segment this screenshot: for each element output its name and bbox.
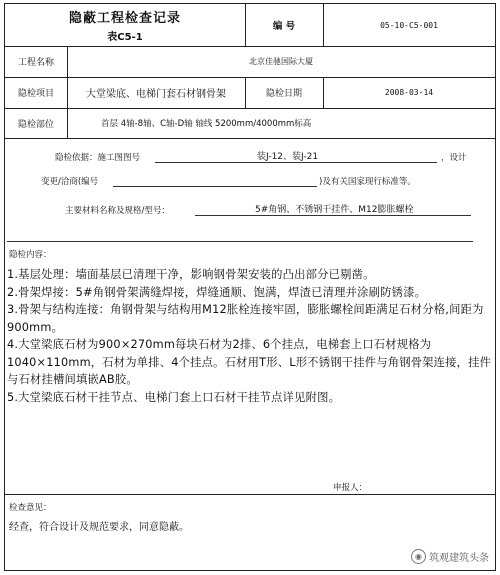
material-prefix: 主要材料名称及规格/型号： bbox=[65, 206, 170, 216]
form-title: 隐蔽工程检查记录 bbox=[68, 10, 181, 26]
item-value: 大堂梁底、电梯门套石材钢骨架 bbox=[86, 89, 226, 100]
form-code: 表C5-1 bbox=[107, 31, 143, 43]
basis-drawing-value: 装J-12、装J-21 bbox=[257, 152, 319, 162]
basis-drawing-prefix: 隐检依据：施工图图号 bbox=[55, 153, 141, 163]
item-label: 隐检项目 bbox=[17, 89, 54, 99]
watermark bbox=[411, 549, 489, 564]
basis-change-prefix: 变更/洽商(编号 bbox=[41, 177, 99, 187]
content-label: 隐检内容： bbox=[9, 250, 52, 260]
reporter-label: 申报人： bbox=[333, 483, 368, 493]
project-name-value: 北京佳驰国际大厦 bbox=[249, 57, 313, 66]
blank-underline bbox=[7, 241, 473, 242]
date-label: 隐检日期 bbox=[265, 89, 302, 99]
material-value: 5#角钢、不锈钢干挂件、M12膨胀螺栓 bbox=[255, 205, 414, 215]
date-value: 2008-03-14 bbox=[384, 88, 434, 97]
content-item-3: 3.骨架与结构连接：角钢骨架与结构用M12胀栓连接牢固，膨胀螺栓间距满足石材分格,间距为900mm。 bbox=[7, 303, 484, 334]
basis-drawing-underline bbox=[155, 162, 437, 163]
project-name-label: 工程名称 bbox=[17, 58, 54, 68]
content-item-1: 1.基层处理：墙面基层已清理干净，影响钢骨架安装的凸出部分已剔凿。 bbox=[7, 268, 375, 281]
material-underline bbox=[195, 215, 471, 216]
wechat-icon: ◉ bbox=[411, 549, 426, 564]
content-item-2: 2.骨架焊接：5#角钢骨架满缝焊接，焊缝通顺、饱满，焊渣已清理并涂刷防锈漆。 bbox=[7, 285, 427, 299]
basis-change-suffix: )及有关国家现行标准等。 bbox=[319, 177, 416, 187]
location-value: 首层 4轴-8轴、C轴-D轴 轴线 5200mm/4000mm标高 bbox=[101, 119, 312, 129]
content-item-5: 5.大堂梁底石材干挂节点、电梯门套上口石材干挂节点详见附图。 bbox=[7, 390, 341, 404]
content-list bbox=[7, 266, 495, 406]
basis-change-underline bbox=[113, 186, 317, 187]
row-divider bbox=[5, 138, 495, 139]
opinion-label: 检查意见： bbox=[9, 503, 52, 513]
watermark-text: 筑观建筑头条 bbox=[429, 553, 489, 564]
number-label: 编 号 bbox=[272, 21, 296, 32]
inspection-form bbox=[4, 3, 496, 571]
row-divider bbox=[5, 494, 495, 495]
content-item-4: 4.大堂梁底石材为900×270mm每块石材为2排、6个挂点，电梯套上口石材规格为1040×110mm，石材为单排、4个挂点。石材用T形、L形不锈钢干挂件与角钢骨架连接，挂件与石材挂槽间填嵌AB胶。 bbox=[7, 338, 492, 386]
location-label: 隐检部位 bbox=[17, 119, 54, 130]
basis-drawing-suffix: ，设计 bbox=[441, 153, 467, 163]
number-value: 05-10-C5-001 bbox=[380, 20, 438, 30]
opinion-text: 经查，符合设计及规范要求，同意隐蔽。 bbox=[9, 522, 189, 533]
